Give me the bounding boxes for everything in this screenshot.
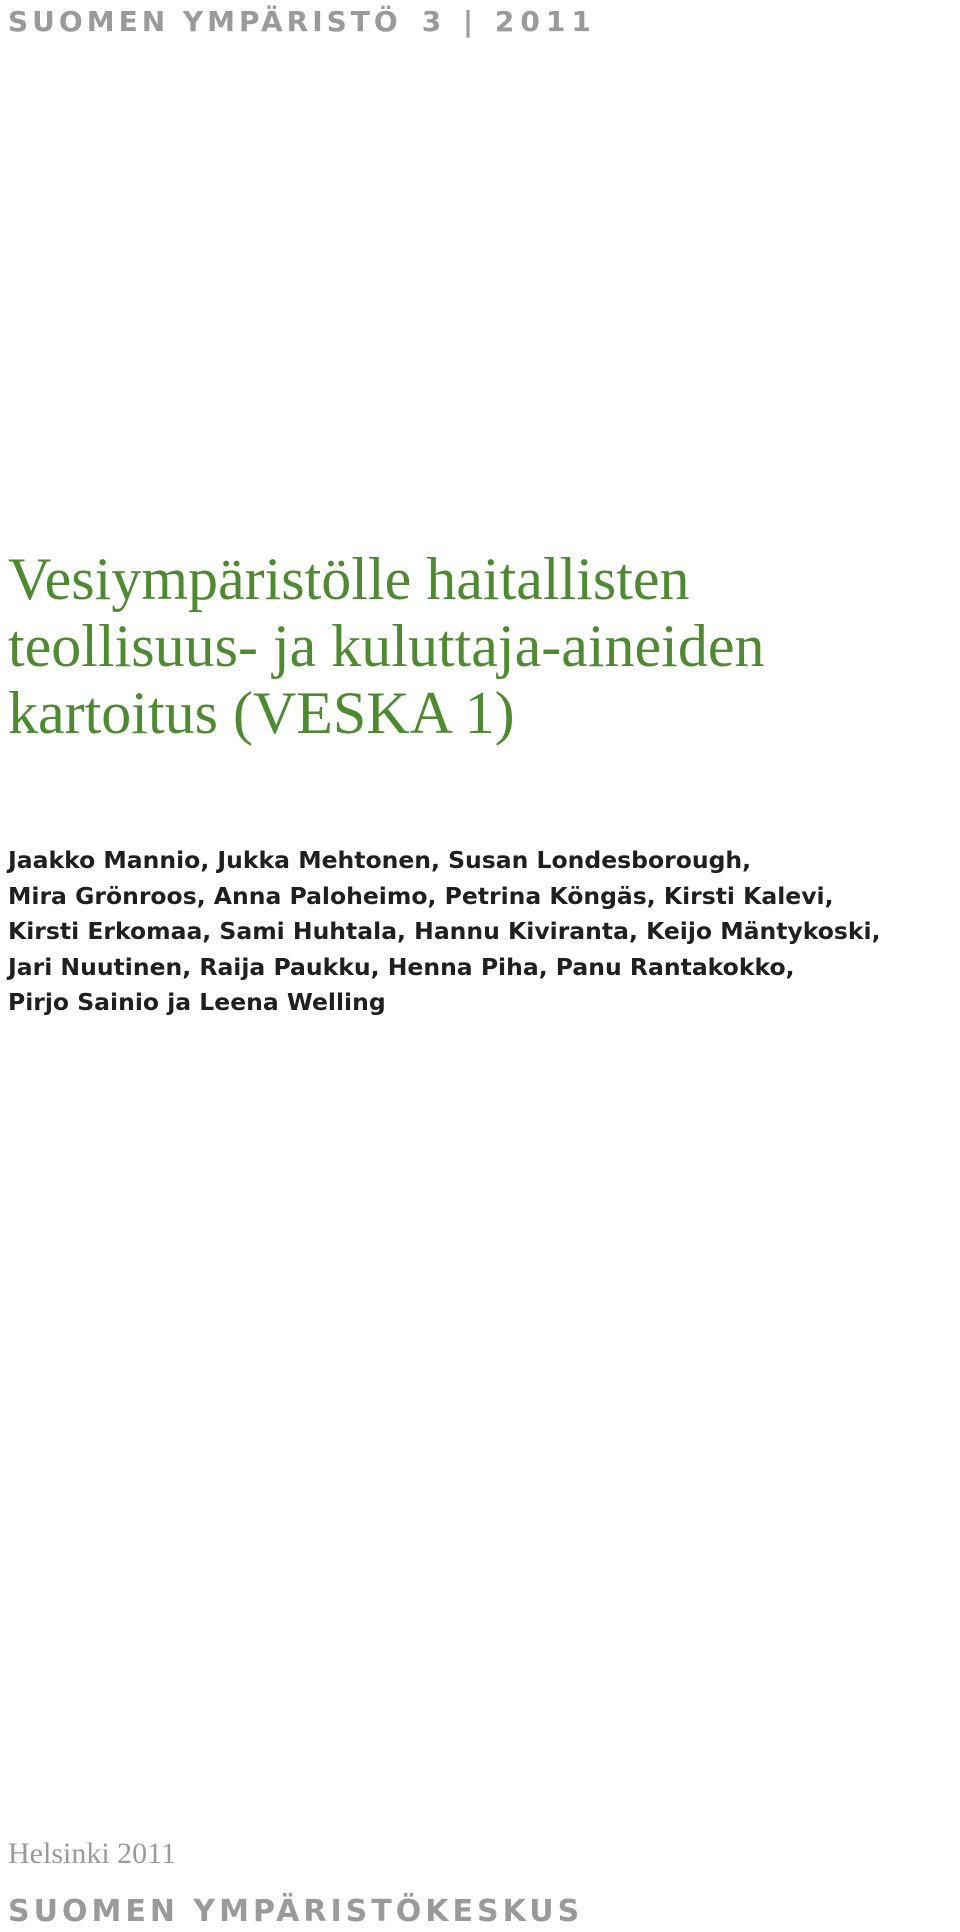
- author-line: Kirsti Erkomaa, Sami Huhtala, Hannu Kiviranta, Keijo Mäntykoski,: [8, 917, 881, 946]
- publisher-name: SUOMEN YMPÄRISTÖKESKUS: [8, 1894, 584, 1929]
- author-line: Jari Nuutinen, Raija Paukku, Henna Piha, Panu Rantakokko,: [8, 952, 795, 981]
- place-year: Helsinki 2011: [8, 1837, 177, 1870]
- author-line: Pirjo Sainio ja Leena Welling: [8, 988, 386, 1017]
- title-line: Vesiympäristölle haitallisten: [8, 546, 690, 612]
- page-title: [8, 546, 764, 747]
- series-number: 3 | 2011: [421, 5, 597, 38]
- title-line: teollisuus- ja kuluttaja-aineiden: [8, 613, 765, 679]
- title-line: kartoitus (VESKA 1): [8, 680, 515, 746]
- author-line: Jaakko Mannio, Jukka Mehtonen, Susan Londesborough,: [8, 846, 752, 874]
- author-list: [8, 843, 881, 1021]
- series-name: SUOMEN YMPÄRISTÖ: [8, 5, 402, 38]
- series-header: [8, 2, 597, 42]
- author-line: Mira Grönroos, Anna Paloheimo, Petrina Köngäs, Kirsti Kalevi,: [8, 881, 834, 910]
